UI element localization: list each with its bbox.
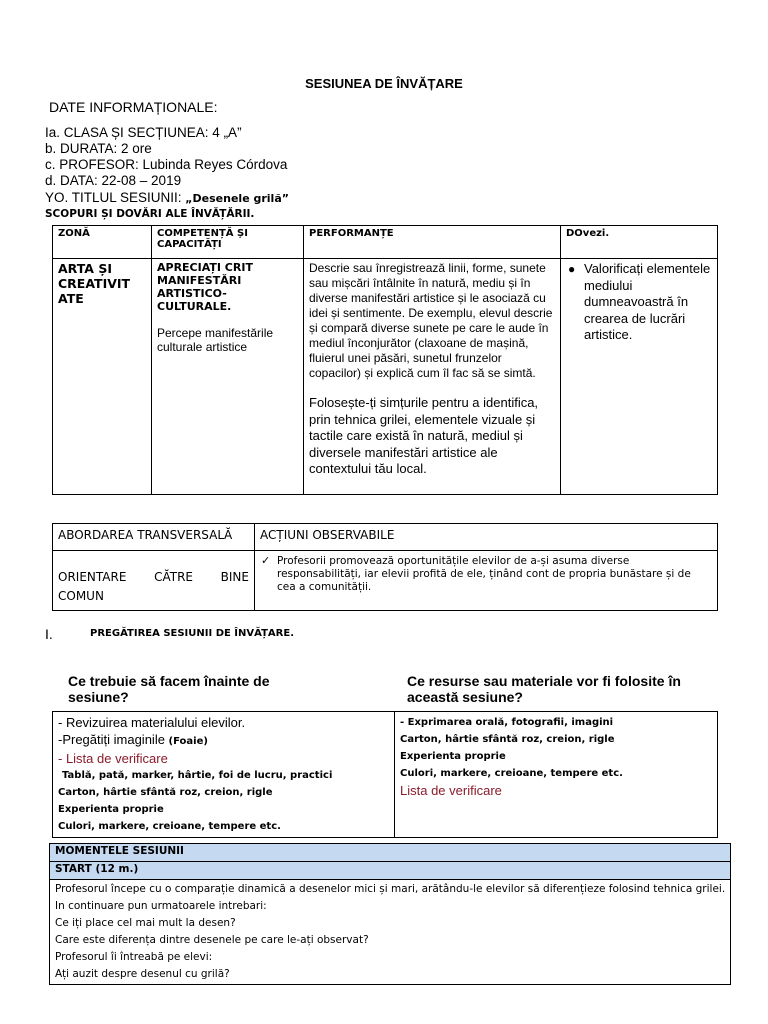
session-title-label: YO. TITLUL SESIUNII:: [45, 190, 186, 205]
moment-line-5: Profesorul îi întreabă pe elevi:: [55, 951, 213, 963]
info-class: Ia. CLASA ȘI SECȚIUNEA: 4 „A”: [45, 125, 242, 140]
page-title: SESIUNEA DE ÎNVĂȚARE: [305, 76, 463, 91]
evidence-text: Valorificați elementele mediului dumneavoastră în crearea de lucrări artistice.: [584, 261, 711, 342]
goals-row: [53, 259, 718, 495]
transversal-header-right: ACȚIUNI OBSERVABILE: [255, 524, 718, 551]
transversal-row: [53, 551, 718, 611]
orient-word-2: CĂTRE: [154, 570, 193, 584]
session-title-value: „Desenele grilă”: [185, 192, 289, 205]
competence-cell: [152, 259, 304, 495]
transversal-header-left: ABORDAREA TRANSVERSALĂ: [53, 524, 255, 551]
evidence-item: [566, 261, 712, 344]
before-item-3: - Lista de verificare: [58, 751, 168, 766]
header-competence: COMPETENȚĂ ȘI CAPACITĂȚI: [152, 226, 304, 259]
moment-line-3: Ce iți place cel mai mult la desen?: [55, 917, 236, 929]
goals-table: [52, 225, 718, 495]
header-performance: PERFORMANȚE: [304, 226, 561, 259]
resource-item-2: Carton, hârtie sfântă roz, creion, rigle: [400, 734, 615, 745]
moments-heading: MOMENTELE SESIUNII: [50, 844, 731, 862]
moment-line-4: Care este diferența dintre desenele pe care le-ați observat?: [55, 934, 369, 946]
resource-item-3: Experienta proprie: [400, 751, 506, 762]
moments-content: [50, 880, 731, 985]
section-title: PREGĂTIREA SESIUNII DE ÎNVĂȚARE.: [90, 628, 294, 639]
question-resources: Ce resurse sau materiale vor fi folosite în această sesiune?: [407, 673, 681, 705]
competence-sub: Percepe manifestările culturale artistice: [157, 326, 274, 354]
evidence-cell: [561, 259, 718, 495]
info-duration: b. DURATA: 2 ore: [45, 141, 152, 156]
section-number: I.: [45, 626, 53, 642]
before-item-6: Experienta proprie: [58, 804, 164, 815]
moment-line-2: In continuare pun urmatoarele intrebari:: [55, 900, 267, 912]
moment-line-6: Ați auzit despre desenul cu grilă?: [55, 968, 230, 980]
info-session-title: [45, 190, 289, 205]
orientation-line: [58, 568, 249, 587]
bullet-icon: ●: [568, 262, 576, 276]
competence-title: APRECIAȚI CRIT MANIFESTĂRI ARTISTICO-CULTURALE.: [157, 261, 253, 313]
question-before: Ce trebuie să facem înainte de sesiune?: [68, 673, 270, 705]
before-item-5: Carton, hârtie sfântă roz, creion, rigle: [58, 787, 273, 798]
before-item-2-note: (Foaie): [168, 736, 208, 747]
performance-text-1: Descrie sau înregistrează linii, forme, sunete sau mișcări întâlnite în natură, mediu și în diverse manifestări artistice și le asociază cu idei și sentimente. De exemplu, elevul descrie și compară diverse sunete pe care le aude în mediul înconjurător (claxoane de mașină, fluierul unei păsări, sunetul frunzelor copacilor) și explică cum îl fac să se simtă.: [309, 261, 553, 380]
orient-word-1: ORIENTARE: [58, 570, 127, 584]
preparation-row: [53, 712, 718, 838]
before-cell: [53, 712, 395, 838]
header-area: ZONĂ: [53, 226, 152, 259]
resource-item-5: Lista de verificare: [400, 783, 502, 798]
performance-text-2: Folosește-ți simțurile pentru a identifica, prin tehnica grilei, elementele vizuale și tactile care există în natură, mediul și diversele manifestări artistice ale contextului tău local.: [309, 395, 539, 476]
area-text: ARTA ȘI CREATIVIT ATE: [58, 261, 131, 306]
before-item-2-text: -Pregătiți imaginile: [58, 732, 169, 747]
goals-header-row: [53, 226, 718, 259]
before-item-1: - Revizuirea materialului elevilor.: [58, 715, 246, 730]
action-text: Profesorii promovează oportunitățile elevilor de a-și asuma diverse responsabilități, iar elevii profită de ele, ținând cont de propria bunăstare și de cea a comunității.: [277, 555, 691, 593]
area-cell: [53, 259, 152, 495]
action-cell: [255, 551, 718, 611]
orient-word-4: COMUN: [58, 589, 104, 603]
info-heading: DATE INFORMAȚIONALE:: [49, 99, 218, 115]
performance-cell: [304, 259, 561, 495]
moment-line-1: Profesorul începe cu o comparație dinamică a desenelor mici și mari, arătându-le elevilor să diferențieze folosind tehnica grilei.: [55, 883, 726, 895]
resource-item-1: - Exprimarea orală, fotografii, imagini: [400, 717, 614, 728]
orient-word-3: BINE: [220, 570, 249, 584]
moments-table: [49, 843, 731, 985]
transversal-header-row: [53, 524, 718, 551]
resource-item-4: Culori, markere, creioane, tempere etc.: [400, 768, 623, 779]
goals-heading: SCOPURI ȘI DOVĂRI ALE ÎNVĂȚĂRII.: [45, 208, 255, 220]
info-date: d. DATA: 22-08 – 2019: [45, 173, 182, 188]
orientation-cell: [53, 551, 255, 611]
before-item-7: Culori, markere, creioane, tempere etc.: [58, 821, 281, 832]
before-item-4: Tablă, pată, marker, hârtie, foi de lucru, practici: [62, 770, 333, 781]
checkmark-icon: ✓: [261, 554, 271, 567]
start-heading: START (12 m.): [50, 862, 731, 880]
preparation-table: [52, 711, 718, 838]
transversal-table: [52, 523, 718, 611]
before-item-2: [58, 731, 389, 750]
resources-cell: [395, 712, 718, 838]
header-evidence: DOvezi.: [561, 226, 718, 259]
info-teacher: c. PROFESOR: Lubinda Reyes Córdova: [45, 157, 288, 172]
